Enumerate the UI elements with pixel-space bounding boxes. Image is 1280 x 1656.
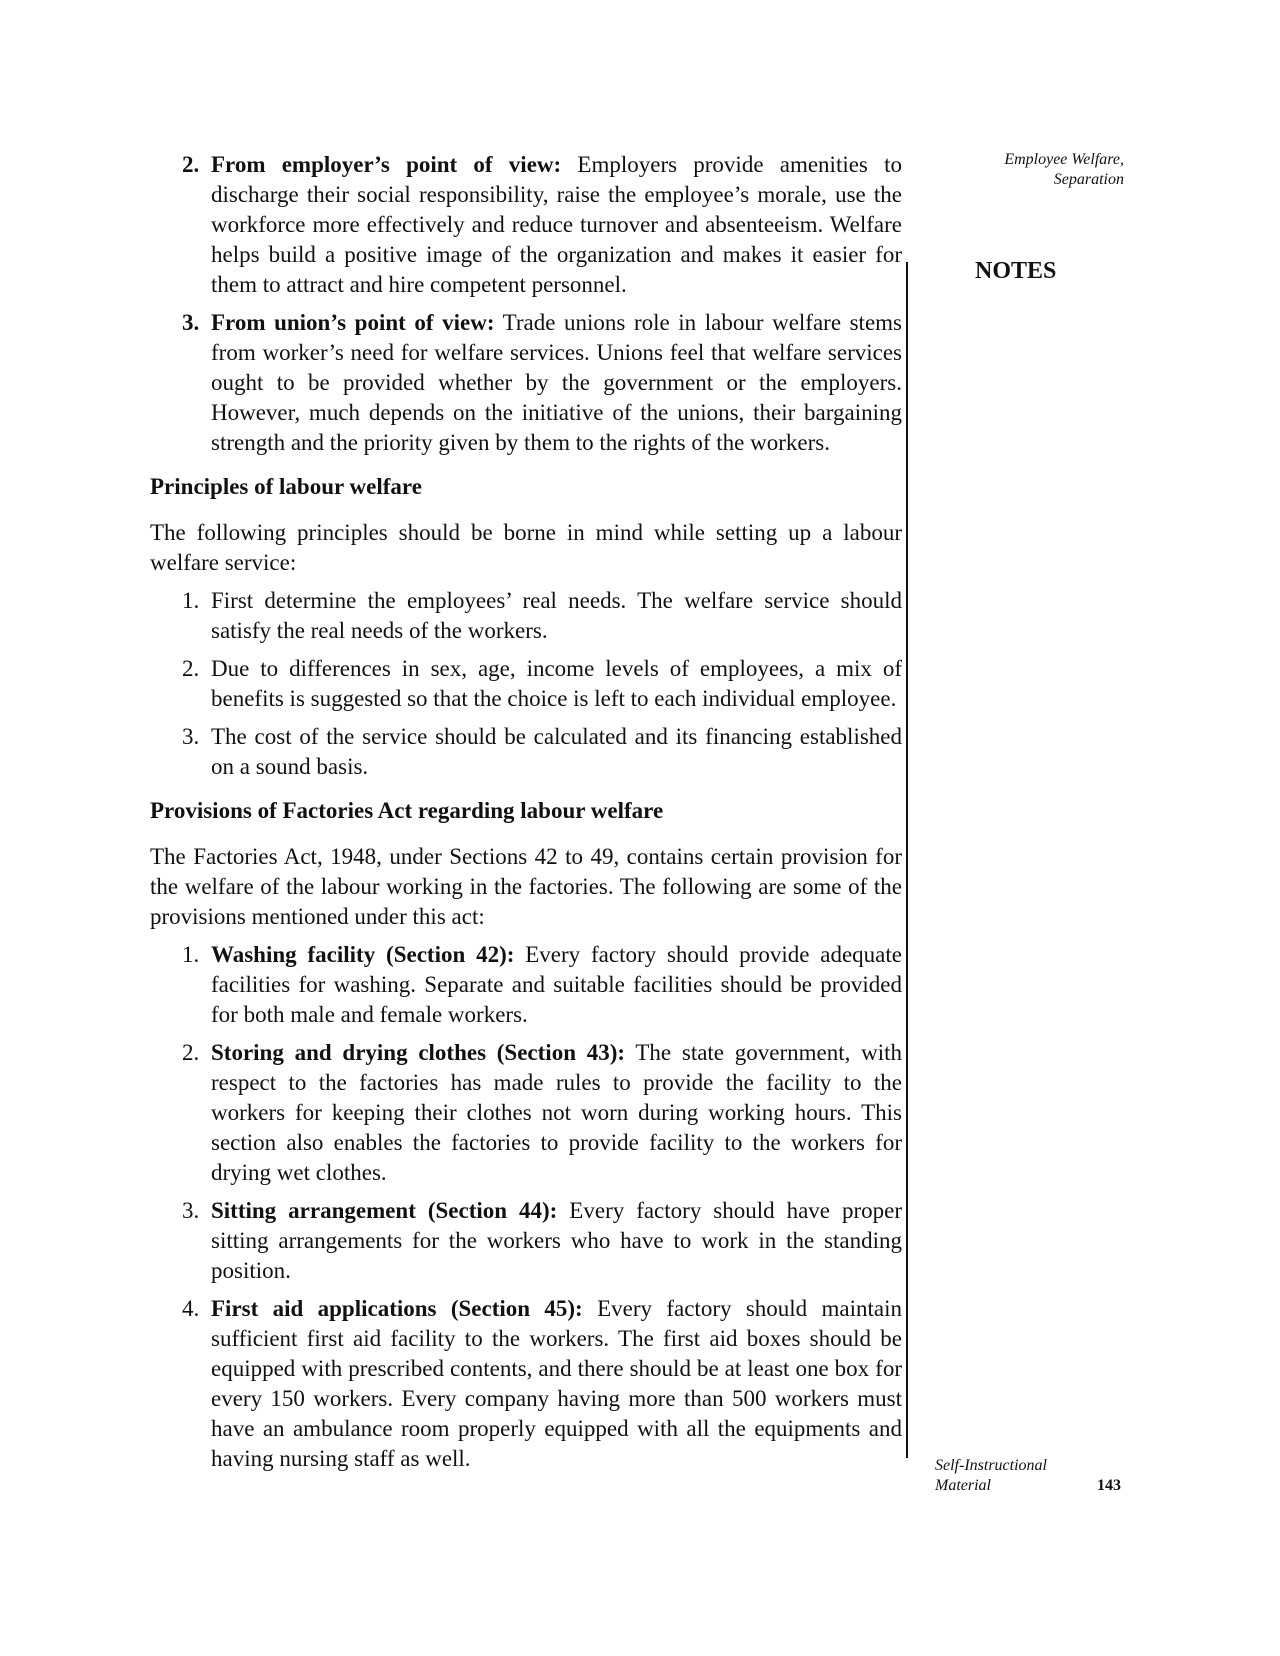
list-number: 1. [182, 588, 200, 613]
list-item-text: Trade unions role in labour welfare stems from worker’s need for welfare services. Unions feel that welfare services ought to be provided whether by the government or the employers. However, much depends on the initiative of the unions, their bargaining strength and the priority given by them to the rights of the workers. [211, 310, 902, 455]
list-item-text: The cost of the service should be calculated and its financing established on a sound basis. [211, 724, 902, 779]
running-header-line: Employee Welfare, [1004, 151, 1124, 168]
list-number: 3. [182, 1198, 200, 1223]
footer-label: Material [935, 1477, 991, 1494]
list-item-lead: Sitting arrangement (Section 44): [211, 1198, 558, 1223]
list-item-text: First determine the employees’ real needs. The welfare service should satisfy the real needs of the workers. [211, 588, 902, 643]
list-item-text: Every factory should provide adequate facilities for washing. Separate and suitable facilities should be provided for both male and female workers. [211, 942, 902, 1027]
list-number: 2. [182, 152, 200, 177]
margin-divider [906, 262, 908, 1458]
list-number: 2. [182, 656, 200, 681]
list-item-lead: From union’s point of view: [211, 310, 495, 335]
list-item-text: The state government, with respect to the factories has made rules to provide the facility to the workers for keeping their clothes not worn during working hours. This section also enables the factories to provide facility to the workers for drying wet clothes. [211, 1040, 902, 1185]
list-item-lead: Washing facility (Section 42): [211, 942, 515, 967]
list-item-lead: First aid applications (Section 45): [211, 1296, 583, 1321]
page-number: 143 [1097, 1477, 1121, 1494]
list-number: 3. [182, 724, 200, 749]
page-footer [935, 1456, 1121, 1496]
list-item-text: Every factory should maintain sufficient first aid facility to the workers. The first aid boxes should be equipped with prescribed contents, and there should be at least one box for every 150 workers. Every company having more than 500 workers must have an ambulance room properly equipped with all the equipments and having nursing staff as well. [211, 1296, 902, 1471]
running-header-line: Separation [1053, 171, 1124, 188]
list-item-text: Employers provide amenities to discharge their social responsibility, raise the employee’s morale, use the workforce more effectively and reduce turnover and absenteeism. Welfare helps build a positive image of the organization and makes it easier for them to attract and hire competent personnel. [211, 152, 902, 297]
notes-label: NOTES [975, 258, 1057, 284]
list-item-principle [150, 722, 902, 782]
running-header [1004, 150, 1124, 190]
footer-label: Self-Instructional [935, 1457, 1047, 1474]
list-item-lead: Storing and drying clothes (Section 43): [211, 1040, 626, 1065]
list-number: 2. [182, 1040, 200, 1065]
list-item-principle [150, 586, 902, 646]
list-item-employer-view [150, 150, 902, 300]
provisions-intro: The Factories Act, 1948, under Sections 42 to 49, contains certain provision for the welfare of the labour working in the factories. The following are some of the provisions mentioned under this act: [150, 844, 902, 929]
list-number: 3. [182, 310, 200, 335]
list-number: 1. [182, 942, 200, 967]
list-item-principle [150, 654, 902, 714]
main-content [150, 150, 902, 1482]
list-item-provision [150, 1196, 902, 1286]
list-item-union-view [150, 308, 902, 458]
list-item-text: Every factory should have proper sitting arrangements for the workers who have to work in the standing position. [211, 1198, 902, 1283]
principles-intro: The following principles should be borne in mind while setting up a labour welfare service: [150, 520, 902, 575]
section-heading-provisions: Provisions of Factories Act regarding labour welfare [150, 798, 664, 823]
list-item-provision [150, 940, 902, 1030]
list-item-lead: From employer’s point of view: [211, 152, 562, 177]
list-item-provision [150, 1038, 902, 1188]
list-item-provision [150, 1294, 902, 1474]
list-number: 4. [182, 1296, 200, 1321]
list-item-text: Due to differences in sex, age, income levels of employees, a mix of benefits is suggested so that the choice is left to each individual employee. [211, 656, 902, 711]
section-heading-principles: Principles of labour welfare [150, 474, 422, 499]
